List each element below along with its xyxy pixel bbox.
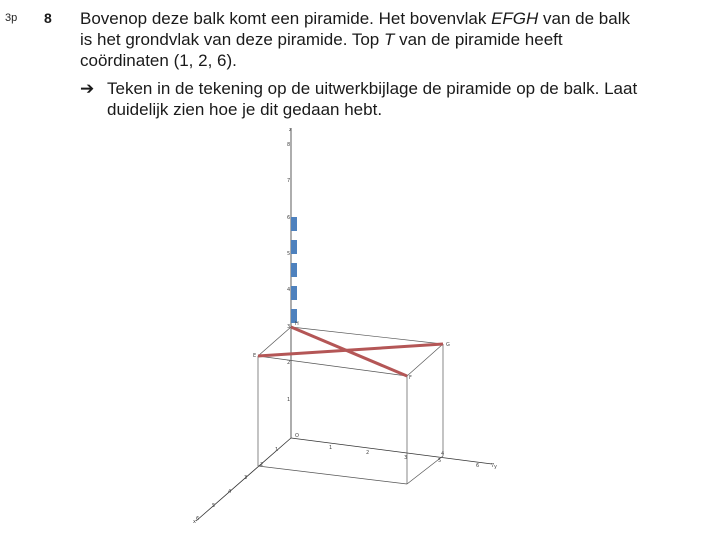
svg-text:3: 3	[244, 475, 248, 481]
instruction-line-2: duidelijk zien hoe je dit gedaan hebt.	[107, 100, 383, 119]
y-axis	[291, 438, 492, 464]
svg-text:3: 3	[287, 324, 291, 330]
svg-text:5: 5	[287, 251, 291, 257]
svg-text:5: 5	[438, 458, 442, 464]
question-line-2: is het grondvlak van deze piramide. Top T van de piramide heeft	[80, 30, 563, 49]
svg-text:4: 4	[287, 287, 291, 293]
svg-text:4: 4	[441, 451, 445, 457]
origin-label: O	[295, 433, 299, 439]
svg-text:1: 1	[329, 445, 333, 451]
vertex-label-f: F	[409, 375, 412, 381]
axis-label-x: x	[193, 519, 196, 525]
diagonal-eg	[258, 344, 443, 356]
vertex-label-e: E	[253, 353, 257, 359]
question-line-1: Bovenop deze balk komt een piramide. Het bovenvlak EFGH van de balk	[80, 9, 630, 28]
instruction-line-1: Teken in de tekening op de uitwerkbijlage de piramide op de balk. Laat	[107, 79, 638, 98]
points-label: 3p	[5, 12, 18, 24]
y-ticks	[329, 445, 494, 469]
axis-label-y: y	[494, 464, 497, 470]
question-line-3: coördinaten (1, 2, 6).	[80, 51, 237, 70]
svg-text:7: 7	[491, 463, 495, 469]
svg-text:4: 4	[228, 489, 232, 495]
svg-text:2: 2	[260, 462, 264, 468]
axis-label-z: z	[289, 127, 292, 133]
arrow-right-icon: ➔	[80, 79, 95, 98]
svg-text:2: 2	[366, 450, 370, 456]
svg-text:6: 6	[196, 516, 200, 522]
svg-text:5: 5	[212, 503, 216, 509]
svg-text:1: 1	[275, 447, 279, 453]
vertex-label-g: G	[446, 342, 450, 348]
svg-text:2: 2	[287, 360, 291, 366]
svg-text:8: 8	[287, 142, 291, 148]
svg-text:6: 6	[287, 215, 291, 221]
svg-text:1: 1	[287, 397, 291, 403]
svg-text:6: 6	[476, 463, 480, 469]
svg-text:3: 3	[404, 455, 408, 461]
vertex-label-h: H	[295, 321, 299, 327]
svg-text:7: 7	[287, 178, 291, 184]
question-number: 8	[44, 10, 52, 26]
z-ticks	[287, 142, 290, 403]
